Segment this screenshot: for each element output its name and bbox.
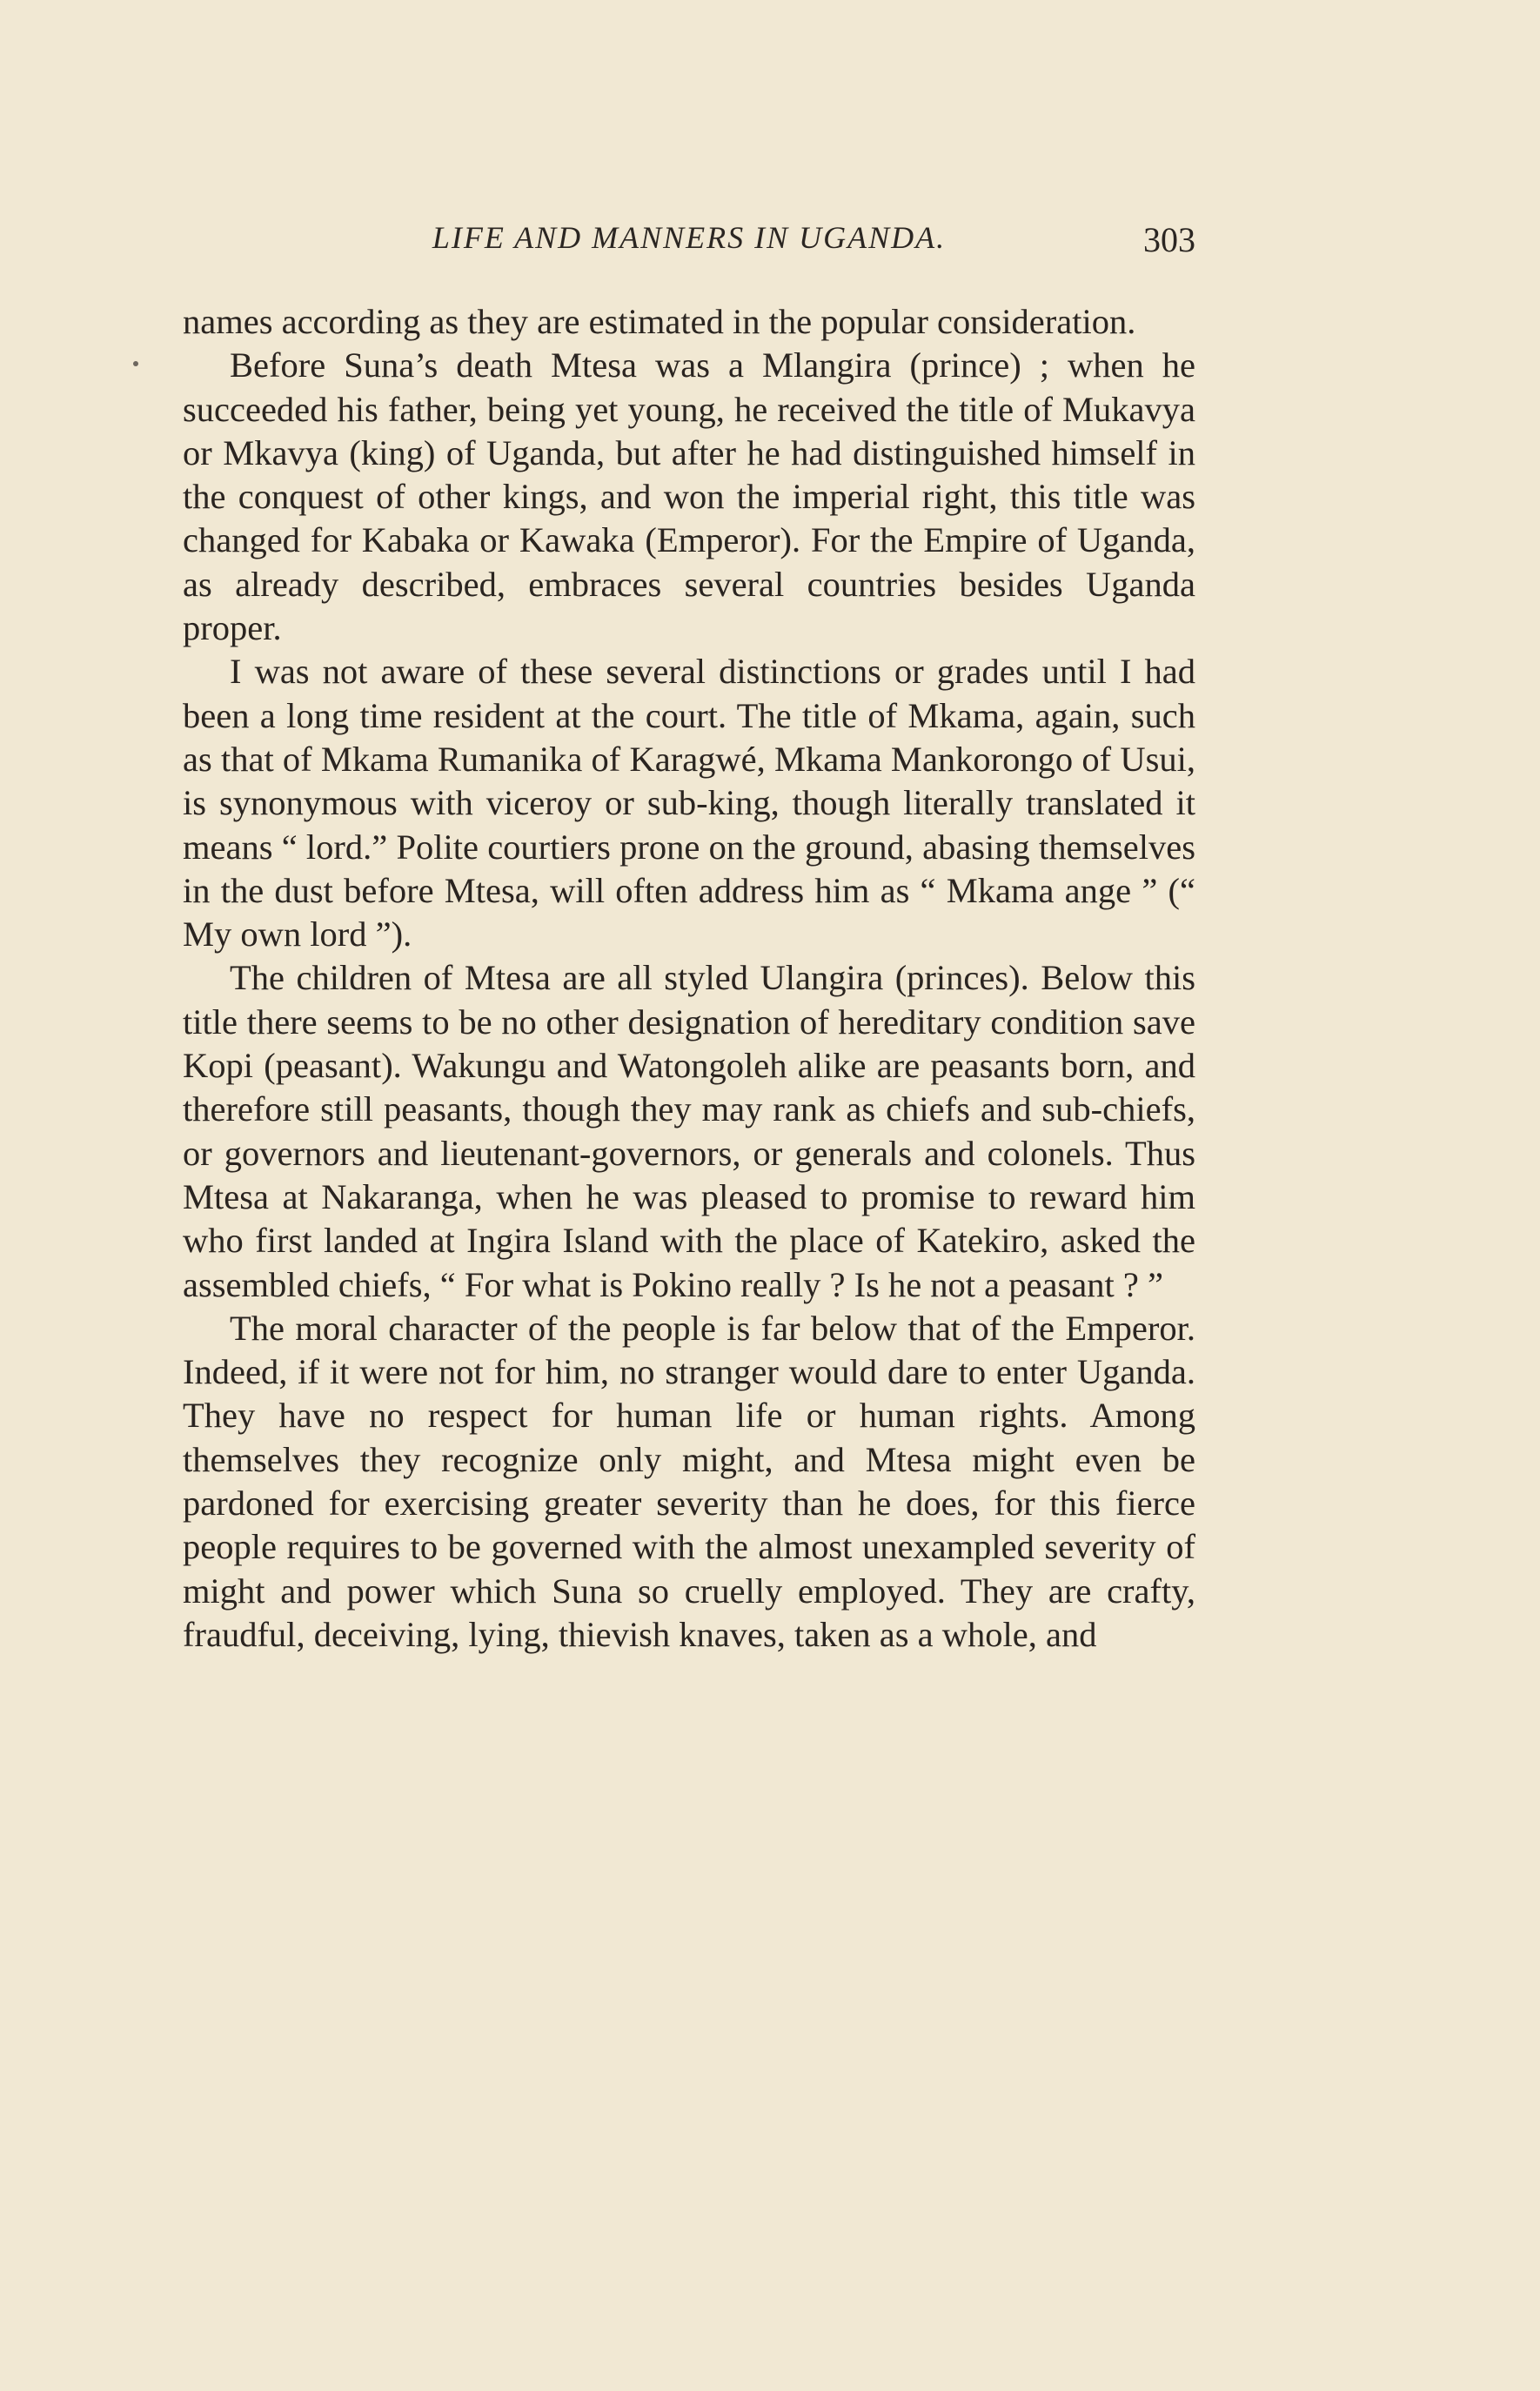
page-header — [183, 219, 1195, 271]
paragraph-moral-character: The moral character of the people is far below that of the Emperor. Indeed, if it were not for him, no stranger would dare to enter Uganda. They have no respect for human life or human rights. Among themselves they recognize only might, and Mtesa might even be pardoned for exercising greater severity than he does, for this fierce people requires to be governed with the almost unexampled severity of might and power which Suna so cruelly employed. They are crafty, fraudful, deceiving, lying, thievish knaves, taken as a whole, and — [183, 1308, 1195, 1654]
paragraph-children: The children of Mtesa are all styled Ulangira (princes). Below this title there seems to be no other designation of hereditary condition save Kopi (peasant). Wakungu and Watongoleh alike are peasants born, and therefore still peasants, though they may rank as chiefs and sub-chiefs, or governors and lieutenant-governors, or generals and colonels. Thus Mtesa at Nakaranga, when he was pleased to promise to reward him who first landed at Ingira Island with the place of Katekiro, asked the assembled chiefs, “ For what is Pokino really ? Is he not a peasant ? ” — [183, 958, 1195, 1304]
running-title: LIFE AND MANNERS IN UGANDA. — [432, 220, 947, 255]
paragraph-titles: Before Suna’s death Mtesa was a Mlangira (prince) ; when he succeeded his father, being yet young, he received the title of Mukavya or Mkavya (king) of Uganda, but after he had distinguished himself in the conquest of other kings, and won the imperial right, this title was changed for Kabaka or Kawaka (Emperor). For the Empire of Uganda, as already described, embraces several countries besides Uganda proper. — [183, 345, 1195, 648]
paragraph-continued: names according as they are estimated in the popular consideration. — [183, 302, 1136, 341]
body-text — [183, 300, 1195, 1657]
paragraph-mkama: I was not aware of these several distinctions or grades until I had been a long time resident at the court. The title of Mkama, again, such as that of Mkama Rumanika of Karagwé, Mkama Mankorongo of Usui, is synonymous with viceroy or sub-king, though literally translated it means “ lord.” Polite courtiers prone on the ground, abasing themselves in the dust before Mtesa, will often address him as “ Mkama ange ” (“ My own lord ”). — [183, 652, 1195, 954]
margin-mark — [133, 361, 138, 366]
page-number: 303 — [1143, 220, 1195, 259]
